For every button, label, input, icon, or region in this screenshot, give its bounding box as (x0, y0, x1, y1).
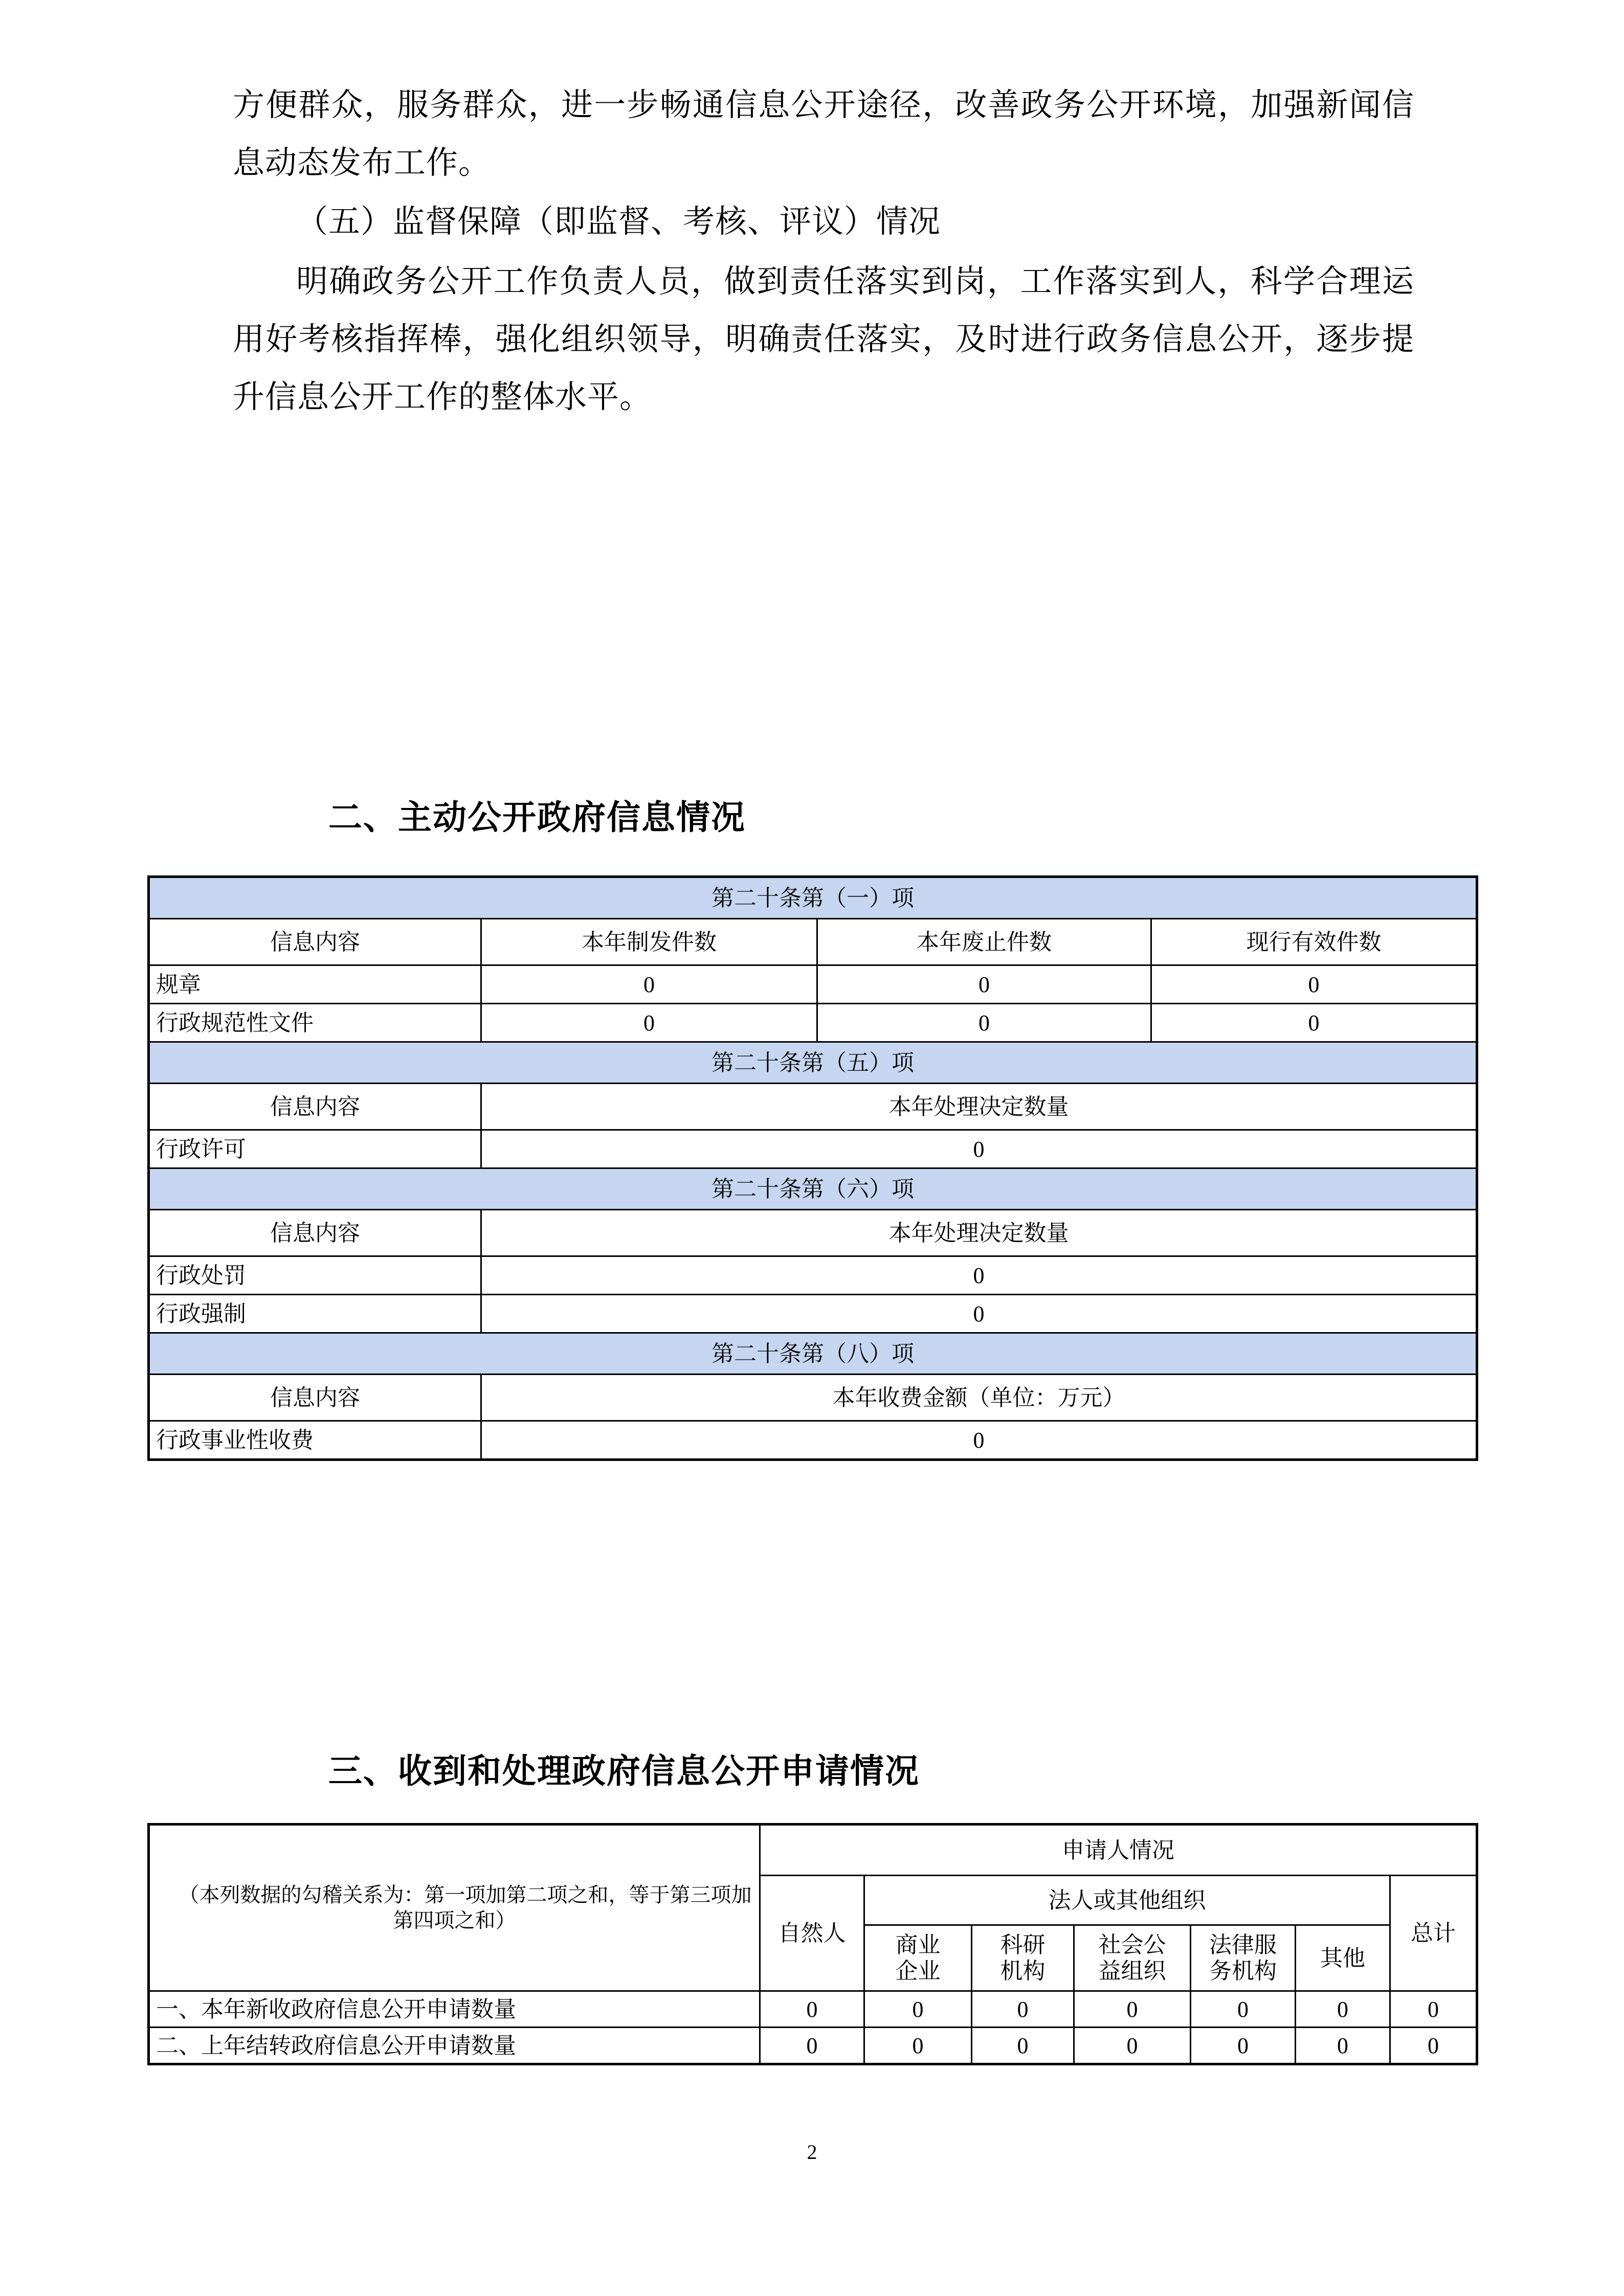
banner-item-8: 第二十条第（八）项 (149, 1333, 1477, 1375)
cell-value: 0 (972, 1991, 1074, 2028)
cell-value: 0 (1074, 1991, 1191, 2028)
col-header-issued-this-year: 本年制发件数 (481, 919, 817, 965)
col-header-decisions-this-year: 本年处理决定数量 (481, 1084, 1477, 1130)
cell-value: 0 (481, 1295, 1477, 1333)
cell-value: 0 (1390, 2028, 1477, 2064)
table-row-banner (149, 877, 1477, 919)
col-header-fees-collected: 本年收费金额（单位：万元） (481, 1375, 1477, 1421)
cell-value: 0 (1151, 965, 1477, 1004)
cell-value: 0 (1296, 1991, 1390, 2028)
banner-item-6: 第二十条第（六）项 (149, 1168, 1477, 1210)
label-line-2: 务机构 (1209, 1959, 1277, 1984)
cell-value: 0 (760, 2028, 864, 2064)
cell-value: 0 (1390, 1991, 1477, 2028)
col-header-abolished-this-year: 本年废止件数 (817, 919, 1151, 965)
col-header-total: 总计 (1390, 1876, 1477, 1991)
label-line-2: 机构 (1000, 1959, 1045, 1984)
cell-value: 0 (481, 1421, 1477, 1460)
row-label-administrative-license: 行政许可 (149, 1130, 481, 1168)
table-row (149, 1004, 1477, 1042)
table-information-requests (147, 1823, 1478, 2065)
label-line-1: 科研 (1000, 1932, 1045, 1957)
table-row-header (149, 1375, 1477, 1421)
row-label-new-requests-this-year: 一、本年新收政府信息公开申请数量 (149, 1991, 760, 2028)
table-row (149, 1130, 1477, 1168)
table-row-header-group (149, 1825, 1477, 1876)
banner-item-1: 第二十条第（一）项 (149, 877, 1477, 919)
row-label-administrative-penalty: 行政处罚 (149, 1256, 481, 1295)
cell-value: 0 (481, 1130, 1477, 1168)
cell-value: 0 (1296, 2028, 1390, 2064)
cell-value: 0 (1191, 2028, 1296, 2064)
label-line-1: 商业 (895, 1932, 941, 1957)
cell-value: 0 (864, 2028, 972, 2064)
col-header-info-content: 信息内容 (149, 1084, 481, 1130)
table-row-header (149, 1210, 1477, 1256)
paragraph-continuation: 方便群众，服务群众，进一步畅通信息公开途径，改善政务公开环境，加强新闻信息动态发布工作。 (233, 88, 1414, 181)
table-row-banner (149, 1042, 1477, 1084)
reconciliation-note: （本列数据的勾稽关系为：第一项加第二项之和，等于第三项加第四项之和） (149, 1825, 760, 1991)
col-header-info-content: 信息内容 (149, 1210, 481, 1256)
table-row-header (149, 919, 1477, 965)
table-row (149, 1421, 1477, 1460)
table-proactive-disclosure (147, 875, 1478, 1461)
col-header-applicant-situation: 申请人情况 (760, 1825, 1477, 1876)
cell-value: 0 (1151, 1004, 1477, 1042)
cell-value: 0 (972, 2028, 1074, 2064)
table-row-banner (149, 1333, 1477, 1375)
cell-value: 0 (760, 1991, 864, 2028)
col-header-commercial-enterprise (864, 1925, 972, 1991)
col-header-info-content: 信息内容 (149, 919, 481, 965)
paragraph-section-five-body: 明确政务公开工作负责人员，做到责任落实到岗，工作落实到人，科学合理运用好考核指挥棒，强化组织领导，明确责任落实，及时进行政务信息公开，逐步提升信息公开工作的整体水平。 (233, 264, 1414, 415)
label-line-1: 社会公 (1098, 1932, 1166, 1957)
label-line-2: 企业 (895, 1959, 941, 1984)
col-header-legal-entity: 法人或其他组织 (864, 1876, 1390, 1925)
cell-value: 0 (1191, 1991, 1296, 2028)
row-label-carried-over-requests: 二、上年结转政府信息公开申请数量 (149, 2028, 760, 2064)
cell-value: 0 (481, 965, 817, 1004)
col-header-natural-person: 自然人 (760, 1876, 864, 1991)
heading-section-three: 三、收到和处理政府信息公开申请情况 (328, 1752, 920, 1790)
col-header-decisions-this-year: 本年处理决定数量 (481, 1210, 1477, 1256)
label-line-2: 益组织 (1098, 1959, 1166, 1984)
cell-value: 0 (481, 1004, 817, 1042)
banner-item-5: 第二十条第（五）项 (149, 1042, 1477, 1084)
paragraph-section-five-title: （五）监督保障（即监督、考核、评议）情况 (296, 205, 941, 239)
col-header-currently-effective: 现行有效件数 (1151, 919, 1477, 965)
heading-section-two: 二、主动公开政府信息情况 (328, 798, 746, 836)
table-row-banner (149, 1168, 1477, 1210)
row-label-normative-document: 行政规范性文件 (149, 1004, 481, 1042)
cell-value: 0 (1074, 2028, 1191, 2064)
cell-value: 0 (481, 1256, 1477, 1295)
cell-value: 0 (864, 1991, 972, 2028)
table-row (149, 1991, 1477, 2028)
row-label-regulation: 规章 (149, 965, 481, 1004)
col-header-public-welfare-organization (1074, 1925, 1191, 1991)
cell-value: 0 (817, 1004, 1151, 1042)
row-label-administrative-fees: 行政事业性收费 (149, 1421, 481, 1460)
col-header-research-institution (972, 1925, 1074, 1991)
row-label-administrative-compulsion: 行政强制 (149, 1295, 481, 1333)
col-header-legal-service-agency (1191, 1925, 1296, 1991)
table-row (149, 1295, 1477, 1333)
table-row (149, 2028, 1477, 2064)
cell-value: 0 (817, 965, 1151, 1004)
table-row (149, 1256, 1477, 1295)
col-header-info-content: 信息内容 (149, 1375, 481, 1421)
label-line-1: 法律服 (1209, 1932, 1277, 1957)
page-number: 2 (807, 2141, 817, 2164)
col-header-other: 其他 (1296, 1925, 1390, 1991)
table-row (149, 965, 1477, 1004)
table-row-header (149, 1084, 1477, 1130)
